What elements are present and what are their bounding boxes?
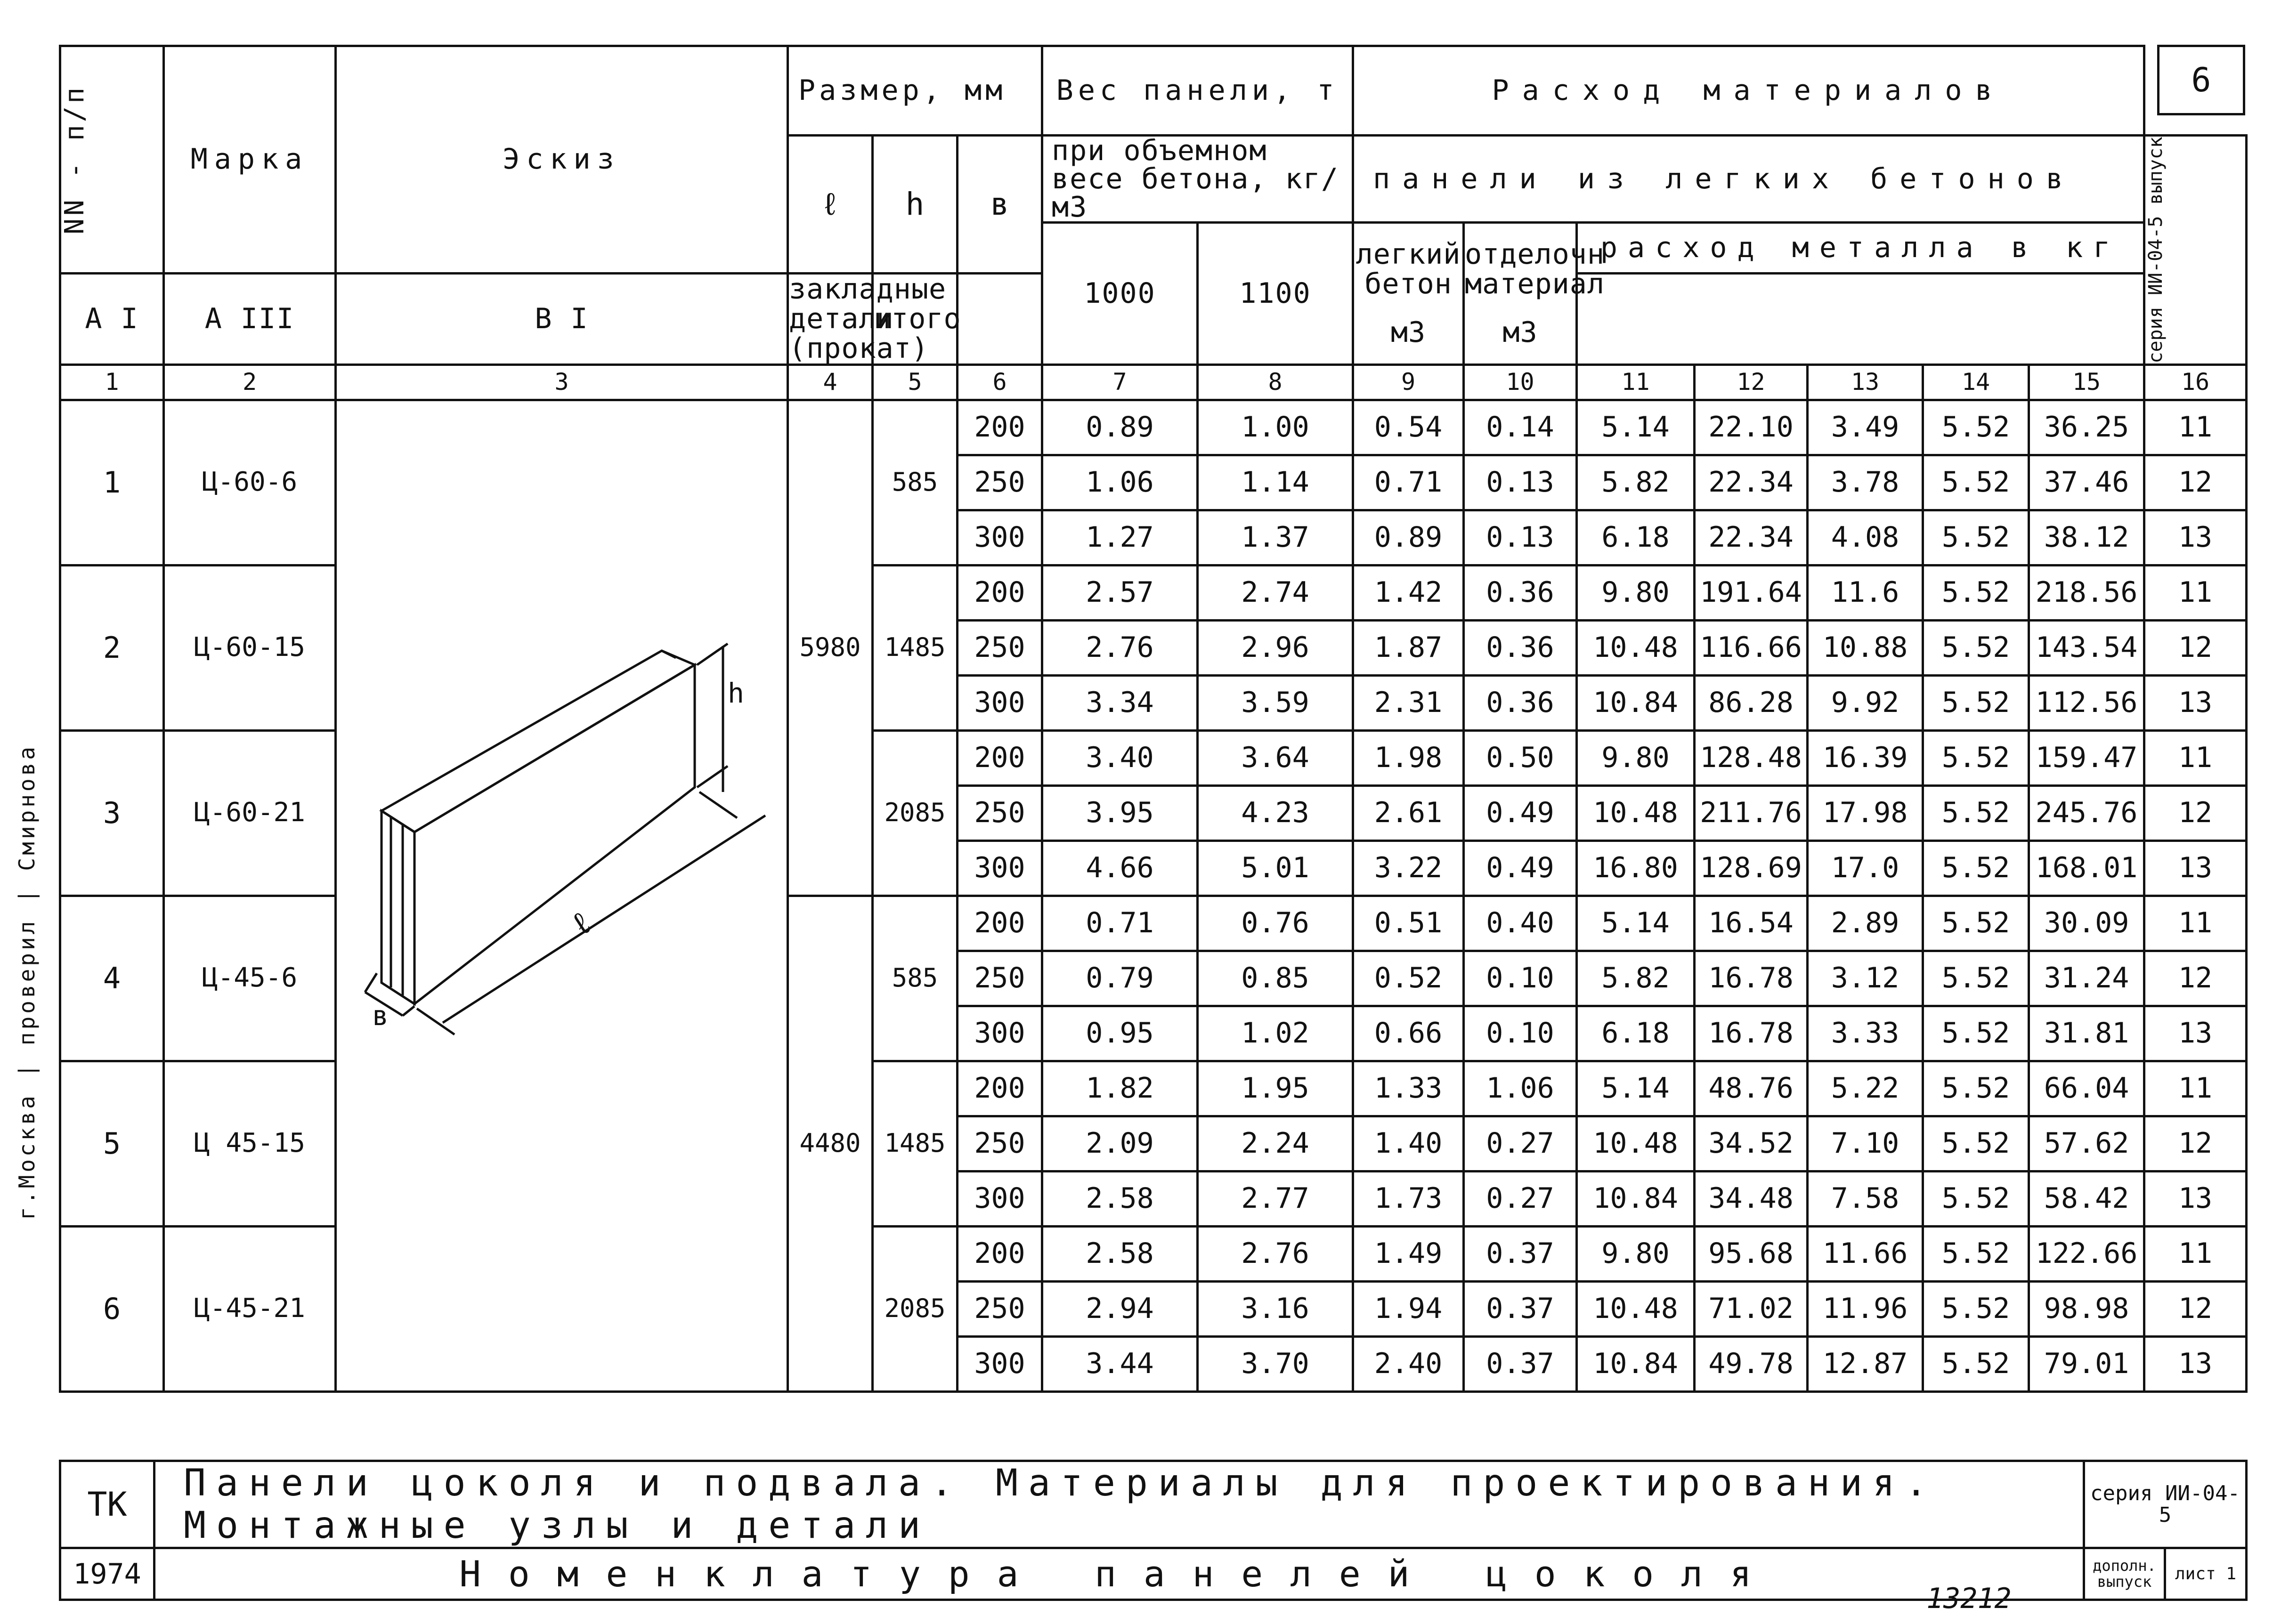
series-issue: 13 (2144, 1336, 2247, 1391)
light-concrete: 1.42 (1353, 565, 1464, 620)
light-concrete: 1.87 (1353, 620, 1464, 675)
weight-1100: 3.70 (1198, 1336, 1353, 1391)
panel-thickness: 300 (958, 1336, 1042, 1391)
metal-total: 36.25 (2029, 400, 2144, 455)
embedded-parts: 5.52 (1923, 1226, 2029, 1281)
metal-a1: 16.80 (1577, 840, 1695, 896)
metal-a1: 5.14 (1577, 400, 1695, 455)
metal-total: 159.47 (2029, 730, 2144, 785)
row-number: 4 (60, 896, 164, 1061)
embedded-parts: 5.52 (1923, 400, 2029, 455)
series-issue: 13 (2144, 675, 2247, 730)
embedded-parts: 5.52 (1923, 1336, 2029, 1391)
metal-total: 143.54 (2029, 620, 2144, 675)
row-number: 6 (60, 1226, 164, 1391)
weight-1000: 2.09 (1042, 1116, 1198, 1171)
metal-a3: 34.48 (1695, 1171, 1808, 1226)
metal-b1: 2.89 (1808, 896, 1923, 951)
panel-thickness: 200 (958, 565, 1042, 620)
embedded-parts: 5.52 (1923, 1006, 2029, 1061)
metal-b1: 5.22 (1808, 1061, 1923, 1116)
finish-material: 0.36 (1464, 565, 1577, 620)
metal-a1: 10.48 (1577, 785, 1695, 840)
panel-height: 585 (873, 400, 958, 565)
weight-1100: 3.16 (1198, 1281, 1353, 1336)
stamp-title-sub: Номенклатура панелей цоколя (154, 1548, 2084, 1600)
weight-1000: 3.44 (1042, 1336, 1198, 1391)
light-concrete: 1.33 (1353, 1061, 1464, 1116)
weight-1000: 1.27 (1042, 510, 1198, 565)
metal-total: 31.81 (2029, 1006, 2144, 1061)
stamp-year: 1974 (60, 1548, 154, 1600)
sketch-label-b: в (372, 999, 389, 1032)
finish-material: 0.49 (1464, 840, 1577, 896)
weight-1100: 2.76 (1198, 1226, 1353, 1281)
series-issue: 12 (2144, 1281, 2247, 1336)
series-issue: 12 (2144, 785, 2247, 840)
stamp-addition: дополн. выпуск (2084, 1548, 2165, 1600)
metal-a1: 9.80 (1577, 730, 1695, 785)
metal-a3: 16.78 (1695, 951, 1808, 1006)
metal-a3: 95.68 (1695, 1226, 1808, 1281)
series-issue: 11 (2144, 400, 2247, 455)
light-concrete-header (1353, 223, 1464, 365)
panel-sketch (337, 401, 789, 1393)
metal-a1: 5.14 (1577, 896, 1695, 951)
series-vertical: серия ИИ-04-5 выпуск (2144, 136, 2247, 365)
panel-thickness: 250 (958, 1281, 1042, 1336)
col-num-header: NN - п/п (60, 46, 164, 274)
panel-mark: Ц-45-21 (164, 1226, 336, 1391)
metal-a3: 128.69 (1695, 840, 1808, 896)
col-sketch-header: Эскиз (336, 46, 788, 274)
embedded-parts: 5.52 (1923, 1061, 2029, 1116)
column-number: 10 (1464, 364, 1577, 400)
metal-total: 58.42 (2029, 1171, 2144, 1226)
panel-thickness: 200 (958, 1226, 1042, 1281)
metal-b1: 4.08 (1808, 510, 1923, 565)
weight-1100: 1.37 (1198, 510, 1353, 565)
panel-mark: Ц 45-15 (164, 1061, 336, 1226)
drawing-code: 13212 (1926, 1582, 2012, 1615)
panel-thickness: 200 (958, 896, 1042, 951)
weight-1000: 1.82 (1042, 1061, 1198, 1116)
metal-a3: 16.78 (1695, 1006, 1808, 1061)
weight-1000: 2.94 (1042, 1281, 1198, 1336)
metal-b1: 16.39 (1808, 730, 1923, 785)
finish-material-label: отделочн материал (1465, 237, 1605, 300)
metal-b1: 17.0 (1808, 840, 1923, 896)
metal-a1: 6.18 (1577, 1006, 1695, 1061)
weight-1000: 3.40 (1042, 730, 1198, 785)
panel-length: 5980 (788, 400, 873, 896)
metal-a3: 16.54 (1695, 896, 1808, 951)
light-concrete-label: легкий бетон (1356, 237, 1461, 300)
size-l-header: ℓ (788, 136, 873, 274)
panel-height: 585 (873, 896, 958, 1061)
finish-material: 0.36 (1464, 620, 1577, 675)
series-issue: 11 (2144, 1061, 2247, 1116)
weight-1100: 3.59 (1198, 675, 1353, 730)
column-number: 14 (1923, 364, 2029, 400)
light-concrete-unit: м3 (1390, 315, 1426, 349)
light-concrete: 2.31 (1353, 675, 1464, 730)
metal-a1: 10.84 (1577, 675, 1695, 730)
weight-1000: 4.66 (1042, 840, 1198, 896)
series-issue: 12 (2144, 1116, 2247, 1171)
metal-a3: 22.34 (1695, 510, 1808, 565)
panel-mark: Ц-60-6 (164, 400, 336, 565)
column-number: 8 (1198, 364, 1353, 400)
series-issue: 13 (2144, 1006, 2247, 1061)
embedded-parts: 5.52 (1923, 565, 2029, 620)
embedded-parts: 5.52 (1923, 730, 2029, 785)
column-number: 16 (2144, 364, 2247, 400)
embedded-parts: 5.52 (1923, 785, 2029, 840)
finish-material: 0.14 (1464, 400, 1577, 455)
col-size-header: Размер, мм (788, 46, 1042, 136)
metal-a1: 10.48 (1577, 1116, 1695, 1171)
weight-1000: 0.95 (1042, 1006, 1198, 1061)
metal-b1: 3.49 (1808, 400, 1923, 455)
stamp-tk: ТК (60, 1461, 154, 1548)
embedded-parts: 5.52 (1923, 510, 2029, 565)
row-number: 2 (60, 565, 164, 730)
row-number: 3 (60, 730, 164, 896)
embedded-parts: 5.52 (1923, 620, 2029, 675)
metal-sub-header: расход металла в кг (1577, 223, 2144, 274)
embedded-header: закладные детали (прокат) (788, 273, 873, 364)
series-issue: 12 (2144, 455, 2247, 510)
column-number: 15 (2029, 364, 2144, 400)
page-number: 6 (2157, 45, 2245, 115)
sketch-label-h: h (728, 677, 744, 709)
embedded-parts: 5.52 (1923, 840, 2029, 896)
metal-b1: 3.33 (1808, 1006, 1923, 1061)
metal-total: 37.46 (2029, 455, 2144, 510)
metal-total: 79.01 (2029, 1336, 2144, 1391)
metal-b1: 7.10 (1808, 1116, 1923, 1171)
metal-total: 31.24 (2029, 951, 2144, 1006)
finish-material: 0.36 (1464, 675, 1577, 730)
metal-total: 112.56 (2029, 675, 2144, 730)
metal-a1: 10.48 (1577, 620, 1695, 675)
finish-material-header (1464, 223, 1605, 365)
embedded-parts: 5.52 (1923, 1171, 2029, 1226)
panel-thickness: 300 (958, 1006, 1042, 1061)
panel-mark: Ц-45-6 (164, 896, 336, 1061)
weight-1100: 1.14 (1198, 455, 1353, 510)
light-concrete: 3.22 (1353, 840, 1464, 896)
finish-material: 0.27 (1464, 1116, 1577, 1171)
stamp-title-main: Панели цоколя и подвала. Материалы для проектирования. Монтажные узлы и детали (154, 1461, 2084, 1548)
light-concrete: 2.61 (1353, 785, 1464, 840)
metal-a1: 10.84 (1577, 1336, 1695, 1391)
sketch-cell (336, 400, 788, 1391)
finish-material: 0.13 (1464, 455, 1577, 510)
light-concrete: 1.40 (1353, 1116, 1464, 1171)
metal-a3: 191.64 (1695, 565, 1808, 620)
finish-material: 0.10 (1464, 951, 1577, 1006)
light-concrete: 0.66 (1353, 1006, 1464, 1061)
metal-b1: 11.66 (1808, 1226, 1923, 1281)
finish-material: 0.10 (1464, 1006, 1577, 1061)
light-concrete: 1.98 (1353, 730, 1464, 785)
b1-header: В I (336, 273, 788, 364)
finish-material: 0.13 (1464, 510, 1577, 565)
embedded-parts: 5.52 (1923, 951, 2029, 1006)
col-mark-header: Марка (164, 46, 336, 274)
metal-b1: 10.88 (1808, 620, 1923, 675)
finish-material: 0.49 (1464, 785, 1577, 840)
metal-a3: 49.78 (1695, 1336, 1808, 1391)
panel-length: 4480 (788, 896, 873, 1391)
embedded-parts: 5.52 (1923, 896, 2029, 951)
total-header: итого (873, 273, 958, 364)
metal-a3: 71.02 (1695, 1281, 1808, 1336)
column-number: 4 (788, 364, 873, 400)
panel-mark: Ц-60-21 (164, 730, 336, 896)
weight-1100: 2.96 (1198, 620, 1353, 675)
weight-1100: 4.23 (1198, 785, 1353, 840)
weight-1100: 2.74 (1198, 565, 1353, 620)
weight-1000: 2.58 (1042, 1226, 1198, 1281)
metal-a1: 9.80 (1577, 1226, 1695, 1281)
metal-total: 122.66 (2029, 1226, 2144, 1281)
metal-total: 57.62 (2029, 1116, 2144, 1171)
panel-thickness: 200 (958, 1061, 1042, 1116)
col-weight-header: Вес панели, т (1042, 46, 1353, 136)
weight-1100: 1.95 (1198, 1061, 1353, 1116)
metal-b1: 9.92 (1808, 675, 1923, 730)
weight-1100: 2.77 (1198, 1171, 1353, 1226)
panel-thickness: 250 (958, 1116, 1042, 1171)
series-issue: 13 (2144, 840, 2247, 896)
metal-b1: 12.87 (1808, 1336, 1923, 1391)
panel-thickness: 200 (958, 730, 1042, 785)
column-number: 3 (336, 364, 788, 400)
metal-a3: 22.34 (1695, 455, 1808, 510)
column-number: 2 (164, 364, 336, 400)
column-number: 1 (60, 364, 164, 400)
metal-a3: 34.52 (1695, 1116, 1808, 1171)
metal-total: 245.76 (2029, 785, 2144, 840)
light-concrete: 1.73 (1353, 1171, 1464, 1226)
metal-a1: 5.82 (1577, 455, 1695, 510)
light-concrete: 0.89 (1353, 510, 1464, 565)
metal-a1: 6.18 (1577, 510, 1695, 565)
column-number: 9 (1353, 364, 1464, 400)
weight-1000: 3.34 (1042, 675, 1198, 730)
sketch-label-l: ℓ (564, 903, 600, 944)
panel-thickness: 300 (958, 510, 1042, 565)
light-concrete: 0.52 (1353, 951, 1464, 1006)
margin-approval-note: г.Москва | проверил | Смирнова (14, 744, 40, 1220)
a1-header: А I (60, 273, 164, 364)
metal-a3: 128.48 (1695, 730, 1808, 785)
embedded-parts: 5.52 (1923, 1281, 2029, 1336)
weight-1000: 0.89 (1042, 400, 1198, 455)
series-issue: 13 (2144, 510, 2247, 565)
row-number: 1 (60, 400, 164, 565)
metal-a1: 10.84 (1577, 1171, 1695, 1226)
finish-material: 0.37 (1464, 1226, 1577, 1281)
panel-mark: Ц-60-15 (164, 565, 336, 730)
stamp-series: серия ИИ-04-5 (2084, 1461, 2247, 1548)
finish-material: 0.37 (1464, 1336, 1577, 1391)
weight-1100: 3.64 (1198, 730, 1353, 785)
weight-1000: 3.95 (1042, 785, 1198, 840)
panel-height: 1485 (873, 1061, 958, 1226)
metal-a3: 116.66 (1695, 620, 1808, 675)
metal-a3: 86.28 (1695, 675, 1808, 730)
light-concrete: 1.49 (1353, 1226, 1464, 1281)
panel-thickness: 250 (958, 620, 1042, 675)
size-h-header: h (873, 136, 958, 274)
series-issue: 11 (2144, 896, 2247, 951)
metal-total: 98.98 (2029, 1281, 2144, 1336)
light-concrete: 1.94 (1353, 1281, 1464, 1336)
panel-thickness: 300 (958, 1171, 1042, 1226)
series-issue: 12 (2144, 951, 2247, 1006)
row-number: 5 (60, 1061, 164, 1226)
column-number: 6 (958, 364, 1042, 400)
finish-material: 1.06 (1464, 1061, 1577, 1116)
weight-1000: 2.57 (1042, 565, 1198, 620)
weight-1100: 5.01 (1198, 840, 1353, 896)
finish-material: 0.50 (1464, 730, 1577, 785)
metal-total: 218.56 (2029, 565, 2144, 620)
panel-height: 2085 (873, 1226, 958, 1391)
finish-material: 0.40 (1464, 896, 1577, 951)
column-number: 5 (873, 364, 958, 400)
weight-1000: 2.58 (1042, 1171, 1198, 1226)
light-concrete: 0.71 (1353, 455, 1464, 510)
series-issue: 11 (2144, 565, 2247, 620)
finish-material: 0.37 (1464, 1281, 1577, 1336)
light-concrete: 2.40 (1353, 1336, 1464, 1391)
panel-thickness: 300 (958, 675, 1042, 730)
w1000-header: 1000 (1042, 223, 1198, 365)
metal-a1: 5.14 (1577, 1061, 1695, 1116)
metal-a3: 22.10 (1695, 400, 1808, 455)
panel-height: 2085 (873, 730, 958, 896)
nomenclature-table (59, 45, 2248, 1393)
column-number-row (60, 364, 2247, 400)
series-issue: 12 (2144, 620, 2247, 675)
embedded-parts: 5.52 (1923, 675, 2029, 730)
metal-b1: 3.78 (1808, 455, 1923, 510)
column-number: 13 (1808, 364, 1923, 400)
weight-1100: 1.02 (1198, 1006, 1353, 1061)
weight-1000: 0.79 (1042, 951, 1198, 1006)
finish-material: 0.27 (1464, 1171, 1577, 1226)
light-concrete: 0.51 (1353, 896, 1464, 951)
metal-total: 30.09 (2029, 896, 2144, 951)
column-number: 11 (1577, 364, 1695, 400)
metal-a1: 5.82 (1577, 951, 1695, 1006)
series-issue: 11 (2144, 730, 2247, 785)
table-row (60, 400, 2247, 455)
weight-1100: 0.85 (1198, 951, 1353, 1006)
panel-thickness: 200 (958, 400, 1042, 455)
metal-b1: 3.12 (1808, 951, 1923, 1006)
series-issue: 13 (2144, 1171, 2247, 1226)
weight-1100: 0.76 (1198, 896, 1353, 951)
a3-header: А III (164, 273, 336, 364)
drawing-sheet (59, 45, 2245, 1595)
panel-height: 1485 (873, 565, 958, 730)
col-consumption-header: Расход материалов (1353, 46, 2144, 136)
weight-1000: 2.76 (1042, 620, 1198, 675)
metal-b1: 17.98 (1808, 785, 1923, 840)
metal-total: 168.01 (2029, 840, 2144, 896)
panel-thickness: 250 (958, 951, 1042, 1006)
weight-1100: 1.00 (1198, 400, 1353, 455)
metal-a1: 10.48 (1577, 1281, 1695, 1336)
w1100-header: 1100 (1198, 223, 1353, 365)
metal-a1: 9.80 (1577, 565, 1695, 620)
metal-total: 38.12 (2029, 510, 2144, 565)
metal-total: 66.04 (2029, 1061, 2144, 1116)
stamp-sheet: лист 1 (2165, 1548, 2247, 1600)
panel-thickness: 250 (958, 785, 1042, 840)
embedded-parts: 5.52 (1923, 455, 2029, 510)
panel-thickness: 300 (958, 840, 1042, 896)
metal-a3: 211.76 (1695, 785, 1808, 840)
metal-b1: 7.58 (1808, 1171, 1923, 1226)
weight-1000: 0.71 (1042, 896, 1198, 951)
weight-1000: 1.06 (1042, 455, 1198, 510)
title-block (59, 1460, 2248, 1601)
weight-1100: 2.24 (1198, 1116, 1353, 1171)
column-number: 12 (1695, 364, 1808, 400)
panel-thickness: 250 (958, 455, 1042, 510)
panels-sub-header: панели из легких бетонов (1353, 136, 2144, 223)
weight-sub-header: при объемном весе бетона, кг/м3 (1042, 136, 1353, 223)
metal-b1: 11.6 (1808, 565, 1923, 620)
series-issue: 11 (2144, 1226, 2247, 1281)
finish-material-unit: м3 (1502, 315, 1538, 349)
light-concrete: 0.54 (1353, 400, 1464, 455)
metal-a3: 48.76 (1695, 1061, 1808, 1116)
size-b-header: в (958, 136, 1042, 274)
embedded-parts: 5.52 (1923, 1116, 2029, 1171)
column-number: 7 (1042, 364, 1198, 400)
metal-b1: 11.96 (1808, 1281, 1923, 1336)
